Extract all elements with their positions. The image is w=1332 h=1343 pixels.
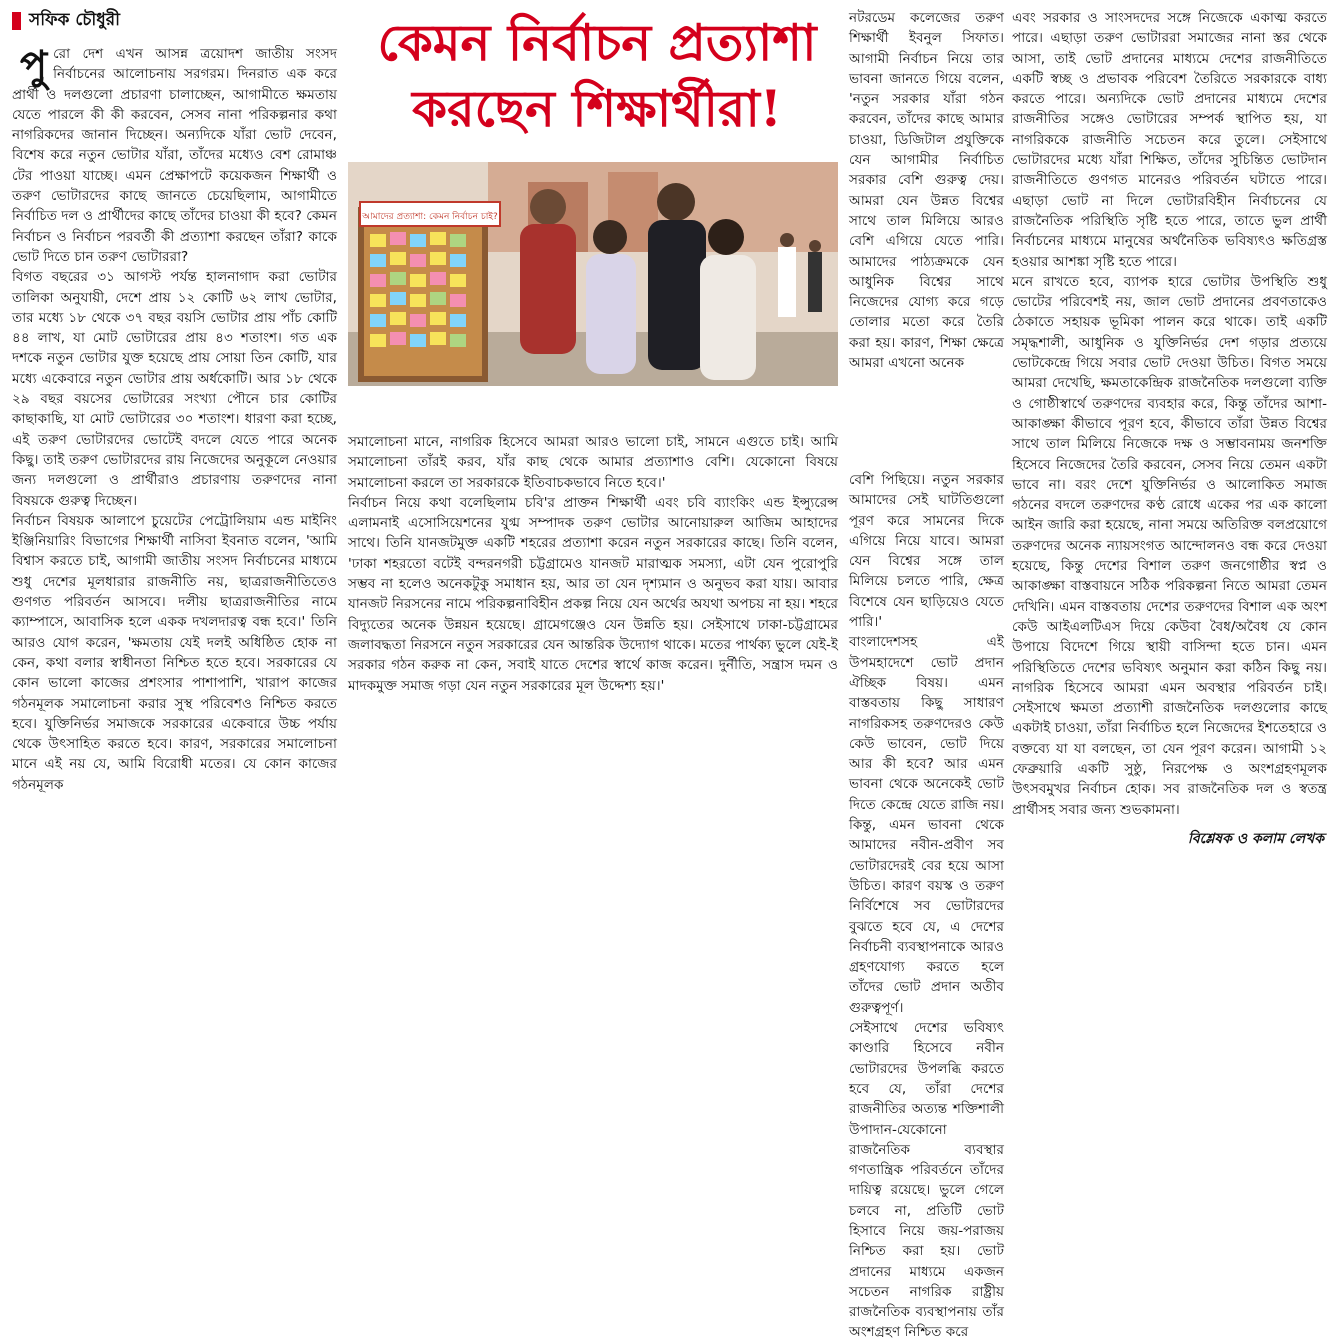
- paragraph: বাংলাদেশসহ এই উপমহাদেশে ভোট প্রদান ঐচ্ছিক বিষয়। এমন বাস্তবতায় কিছু সাধারণ নাগরিকসহ তরুণদেরও কেউ কেউ ভাবেন, ভোট দিয়ে আর কী হবে? আর এমন ভাবনা থেকে অনেকেই ভোট দিতে কেন্দ্রে যেতে রাজি নয়। কিন্তু, এমন ভাবনা থেকে আমাদের নবীন-প্রবীণ সব ভোটারদেরই বের হয়ে আসা উচিত। কারণ বয়স্ক ও তরুণ নির্বিশেষে সব ভোটারদের বুঝতে হবে যে, এ দেশের নির্বাচনী ব্যবস্থাপনাকে আরও গ্রহণযোগ্য করতে হলে তাঁদের ভোট প্রদান অতীব গুরুত্বপূর্ণ।: [849, 634, 1004, 1016]
- paragraph: সমালোচনা মানে, নাগরিক হিসেবে আমরা আরও ভালো চাই, সামনে এগুতে চাই। আমি সমালোচনা তাঁরই করব, যাঁর কাছ থেকে আমার প্রত্যাশাও বেশি। যেকোনো বিষয়ে সমালোচনা করলে তা সরকারকে ইতিবাচকভাবে নিতে হবে।': [348, 434, 838, 491]
- headline-line-2: করছেন শিক্ষার্থীরা!: [412, 79, 782, 138]
- article-column-2-side: [849, 8, 1004, 470]
- paragraph: এবং সরকার ও সাংসদদের সঙ্গে নিজেকে একাত্ম করতে পারে। এছাড়া তরুণ ভোটাররা সমাজের নানা স্তর থেকে আসা, তাই ভোট প্রদানের মাধ্যমে দেশের রাজনীতিতে একটি স্বচ্ছ ও প্রভাবক পরিবেশ তৈরিতে সরকারকে বাধ্য করতে পারে। অন্যদিকে ভোট প্রদানের মাধ্যমে দেশের রাজনীতির সঙ্গেও ভোটারের সম্পর্ক স্থাপিত হয়, যা নাগরিককে রাজনীতি সচেতন করে তুলে। সেইসাথে ভোটারদের মধ্যে যাঁরা শিক্ষিত, তাঁদের সুচিন্তিত ভোটদান রাজনীতিতে গুণগত মানেরও পরিবর্তন ঘটাতে পারে। এছাড়া ভোট না দিলে ভোটারবিহীন নির্বাচনের যে রাজনৈতিক পরিস্থিতি সৃষ্টি হতে পারে, তাতে ভুল প্রার্থী নির্বাচনের মাধ্যমে মানুষের অর্থনৈতিক ভবিষ্যৎও ক্ষতিগ্রস্ত হওয়ার আশঙ্কা সৃষ্টি হতে পারে।: [1012, 10, 1327, 270]
- article-column-3: [1012, 8, 1327, 826]
- author-designation: বিশ্লেষক ও কলাম লেখক: [1187, 831, 1324, 847]
- drop-cap: পু: [20, 43, 48, 89]
- byline-marker: [12, 12, 21, 30]
- headline: [352, 10, 842, 155]
- paragraph: বিগত বছরের ৩১ আগস্ট পর্যন্ত হালনাগাদ করা ভোটার তালিকা অনুযায়ী, দেশে প্রায় ১২ কোটি ৬২ লাখ ভোটার, তার মধ্যে ১৮ থেকে ৩৭ বছর বয়সি ভোটার প্রায় পাঁচ কোটি ৪৪ লাখ, যা মোট ভোটারের প্রায় ৪৩ শতাংশ। গত এক দশকে নতুন ভোটার যুক্ত হয়েছে প্রায় সোয়া তিন কোটি, যার মধ্যে একেবারে নতুন ভোটার প্রায় অর্ধকোটি। আর ১৮ থেকে ২৯ বছর বয়সের ভোটারের সংখ্যা পৌনে চার কোটির কাছাকাছি, যা মোট ভোটারের ৩০ শতাংশ। ধারণা করা হচ্ছে, এই তরুণ ভোটারদের ভোটেই বদলে যেতে পারে অনেক কিছু। তাই তরুণ ভোটারদের রায় নিজেদের অনুকূলে নেওয়ার জন্য দলগুলো ও প্রার্থীরাও প্রচারণায় তরুণদের নানা বিষয়কে গুরুত্ব দিচ্ছেন।: [12, 269, 337, 509]
- author-name: সফিক চৌধুরী: [29, 10, 121, 30]
- paragraph: নির্বাচন নিয়ে কথা বলেছিলাম চবি'র প্রাক্তন শিক্ষার্থী এবং চবি ব্যাংকিং এন্ড ইন্স্যুরেন্স এলামনাই এসোসিয়েশনের যুগ্ম সম্পাদক তরুণ ভোটার আনোয়ারুল আজিম আহাদের সাথে। তিনি যানজটমুক্ত একটি শহরের প্রত্যাশা করেন নতুন সরকারের কাছে। তিনি বলেন, 'ঢাকা শহরতো বটেই বন্দরনগরী চট্টগ্রামেও যানজট মারাত্মক সমস্যা, এটা যেন পুরোপুরি সম্ভব না হলেও অনেকটুকু সমাধান হয়, আর তা যেন দৃশ্যমান ও অনুভব করা যায়। আবার যানজট নিরসনের নামে পরিকল্পনাবিহীন প্রকল্প নিয়ে যেন অর্থের অযথা অপচয় না হয়। শহরে বিদ্যুতের অনেক উন্নয়ন হয়েছে। গ্রামেগঞ্জেও যেন উন্নতি হয়। সেইসাথে ঢাকা-চট্টগ্রামের জলাবদ্ধতা নিরসনে নতুন সরকারের যেন আন্তরিক উদ্যোগ থাকে। মতের পার্থক্য ভুলে যেই-ই সরকার গঠন করুক না কেন, সবাই যাতে দেশের স্বার্থে কাজ করেন। দুর্নীতি, সন্ত্রাস দমন ও মাদকমুক্ত সমাজ গড়া যেন নতুন সরকারের মূল উদ্দেশ্য হয়।': [348, 494, 838, 694]
- article-column-2-lower: [348, 432, 838, 852]
- headline-line-1: কেমন নির্বাচন প্রত্যাশা: [377, 13, 817, 72]
- paragraph: মনে রাখতে হবে, ব্যাপক হারে ভোটার উপস্থিতি শুধু ভোটের পরিবেশই নয়, জাল ভোট প্রদানের প্রবণতাকেও ঠেকাতে সহায়ক ভূমিকা পালন করে থাকে। তাই একটি সমৃদ্ধশালী, আধুনিক ও যুক্তিনির্ভর দেশ গড়ার প্রত্যয়ে ভোটকেন্দ্রে গিয়ে সবার ভোট দেওয়া উচিত। বিগত সময়ে আমরা দেখেছি, ক্ষমতাকেন্দ্রিক রাজনৈতিক দলগুলো ব্যক্তি ও গোষ্ঠীস্বার্থে তরুণদের ব্যবহার করে, কিন্তু তাঁদের আশা-আকাঙ্ক্ষা কীভাবে পূরণ হবে, কীভাবে তাঁরা উন্নত বিশ্বের সাথে তাল মিলিয়ে নিজেকে দক্ষ ও সম্ভাবনাময় জনশক্তি হিসেবে নিজেদের তৈরি করবেন, সেসব নিয়ে তেমন একটা ভাবে না। বরং দেশে যুক্তিনির্ভর ও আলোকিত সমাজ গঠনের বদলে তরুণদের কণ্ঠ রোধে একের পর এক কালো আইন জারি করা হয়েছে, নানা সময়ে অতিরিক্ত বলপ্রয়োগে তরুণদের অনেক ন্যায়সংগত আন্দোলনও বন্ধ করে দেওয়া হয়েছে, কিন্তু দেশের বিশাল তরুণ জনগোষ্ঠীর স্বপ্ন ও আকাঙ্ক্ষা বাস্তবায়নে সঠিক পরিকল্পনা নিতে আমরা তেমন দেখিনি। এমন বাস্তবতায় দেশের তরুণদের বিশাল এক অংশ কেউ আইএলটিএস দিয়ে কেউবা বৈধ/অবৈধ যে কোন উপায়ে বিদেশে গিয়ে স্থায়ী বাসিন্দা হতে চান। এমন পরিস্থিতিতে দেশের ভবিষ্যৎ অনুমান করা কঠিন কিছু নয়। নাগরিক হিসেবে আমরা এমন অবস্থার পরিবর্তন চাই। সেইসাথে ক্ষমতা প্রত্যাশী রাজনৈতিক দলগুলোর কাছে একটাই চাওয়া, তাঁরা নির্বাচিত হলে নিজেদের ইশতেহারে ও বক্তব্যে যা যা বলছেন, তা যেন পূরণ করেন। আগামী ১২ ফেব্রুয়ারি একটি সুষ্ঠু, নিরপেক্ষ ও অংশগ্রহণমূলক উৎসবমুখর নির্বাচন হোক। সব রাজনৈতিক দল ও স্বতন্ত্র প্রার্থীসহ সবার জন্য শুভকামনা।: [1012, 273, 1327, 818]
- paragraph: বেশি পিছিয়ে। নতুন সরকার আমাদের সেই ঘাটতিগুলো পূরণ করে সামনের দিকে এগিয়ে নিয়ে যাবে। আমরা যেন বিশ্বের সঙ্গে তাল মিলিয়ে চলতে পারি, ক্ষেত্র বিশেষে যেন ছাড়িয়েও যেতে পারি।': [849, 472, 1004, 631]
- paragraph: রো দেশ এখন আসন্ন ত্রয়োদশ জাতীয় সংসদ নির্বাচনের আলোচনায় সরগরম। দিনরাত এক করে প্রার্থী ও দলগুলো প্রচারণা চালাচ্ছেন, আগামীতে ক্ষমতায় যেতে পারলে কী কী করবেন, সেসব নানা পরিকল্পনার কথা নাগরিকদের জানান দিচ্ছেন। অন্যদিকে যাঁরা ভোট দেবেন, বিশেষ করে নতুন ভোটার যাঁরা, তাঁদের মধ্যেও বেশ রোমাঞ্চ টের পাওয়া যাচ্ছে। এমন প্রেক্ষাপটে কয়েকজন শিক্ষার্থী ও তরুণ ভোটারদের কাছে জানতে চেয়েছিলাম, আগামীতে নির্বাচিত দল ও প্রার্থীদের কাছে তাঁদের চাওয়া কী হবে? কেমন নির্বাচন ও নির্বাচন পরবর্তী কী প্রত্যাশা করছেন তাঁরা? কাকে ভোট দিতে চান তরুণ ভোটাররা?: [12, 46, 337, 265]
- article-column-1: [12, 44, 337, 852]
- article-photo: [348, 162, 838, 386]
- paragraph: সেইসাথে দেশের ভবিষ্যৎ কাণ্ডারি হিসেবে নবীন ভোটারদের উপলব্ধি করতে হবে যে, তাঁরা দেশের রাজনীতির অত্যন্ত শক্তিশালী উপাদান-যেকোনো রাজনৈতিক ব্যবস্থার গণতান্ত্রিক পরিবর্তনে তাঁদের দায়িত্ব রয়েছে। ভুলে গেলে চলবে না, প্রতিটি ভোট হিসাবে নিয়ে জয়-পরাজয় নিশ্চিত করা হয়। ভোট প্রদানের মাধ্যমে একজন সচেতন নাগরিক রাষ্ট্রীয় রাজনৈতিক ব্যবস্থাপনায় তাঁর অংশগ্রহণ নিশ্চিত করে: [849, 1020, 1004, 1341]
- byline: [12, 10, 120, 32]
- article-column-2-side-lower: [849, 470, 1004, 1341]
- paragraph: নটরডেম কলেজের তরুণ শিক্ষার্থী ইবনুল সিফাত। আগামী নির্বাচন নিয়ে তার ভাবনা জানতে গিয়ে বলেন, 'নতুন সরকার যাঁরা গঠন করবেন, তাঁদের কাছে আমার চাওয়া, ডিজিটাল প্রযুক্তিকে যেন আগামীর নির্বাচিত সরকার বেশি গুরুত্ব দেয়। আমরা যেন উন্নত বিশ্বের সাথে তাল মিলিয়ে আরও বেশি এগিয়ে যেতে পারি। আমাদের পাঠ্যক্রমকে যেন আধুনিক বিশ্বের সাথে নিজেদের যোগ্য করে গড়ে তোলার মতো করে তৈরি করা হয়। কারণ, শিক্ষা ক্ষেত্রে আমরা এখনো অনেক: [849, 10, 1004, 372]
- board-title: আমাদের প্রত্যাশা: কেমন নির্বাচন চাই?: [362, 212, 498, 222]
- photo-illustration: [348, 162, 838, 386]
- paragraph: নির্বাচন বিষয়ক আলাপে চুয়েটের পেট্রোলিয়াম এন্ড মাইনিং ইঞ্জিনিয়ারিং বিভাগের শিক্ষার্থী নাসিবা ইবনাত বলেন, 'আমি বিশ্বাস করতে চাই, আগামী জাতীয় সংসদ নির্বাচনের মাধ্যমে শুধু দেশের মূলধারার রাজনীতি নয়, ছাত্ররাজনীতিতেও গুণগত পরিবর্তন আসবে। দলীয় ছাত্ররাজনীতির নামে ক্যাম্পাসে, আবাসিক হলে একক দখলদারত্ব বন্ধ হবে।' তিনি আরও যোগ করেন, 'ক্ষমতায় যেই দলই অধিষ্ঠিত হোক না কেন, কথা বলার স্বাধীনতা নিশ্চিত হতে হবে। সরকারের যে কোন ভালো কাজের প্রশংসার পাশাপাশি, খারাপ কাজের গঠনমূলক সমালোচনা করার সুস্থ পরিবেশও নিশ্চিত করতে হবে। যুক্তিনির্ভর সমাজকে সরকারের একেবারে উচ্চ পর্যায় থেকে উৎসাহিত করতে হবে। কারণ, সরকারের সমালোচনা মানে এই নয় যে, আমি বিরোধী মতের। যে কোন কাজের গঠনমূলক: [12, 512, 337, 793]
